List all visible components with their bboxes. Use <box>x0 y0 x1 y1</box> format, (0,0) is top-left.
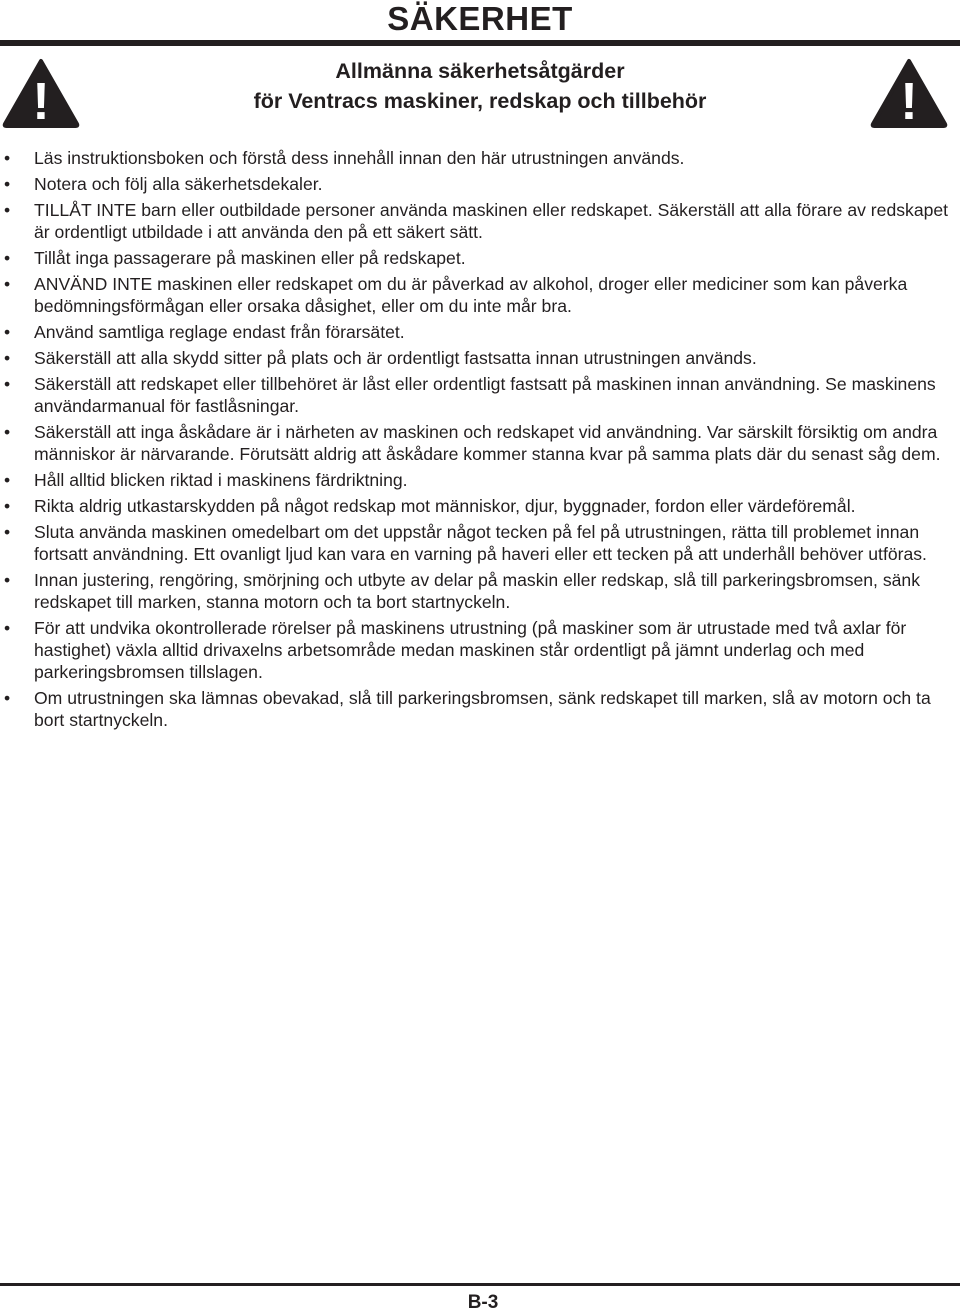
warning-triangle-icon <box>2 58 80 128</box>
list-item-text: Säkerställ att alla skydd sitter på plats och är ordentligt fastsatta innan utrustningen används. <box>34 348 757 368</box>
list-item <box>0 173 960 195</box>
footer-rule <box>0 1283 960 1286</box>
bullet-icon: • <box>4 618 11 638</box>
list-item-text: Sluta använda maskinen omedelbart om det uppstår något tecken på fel på utrustningen, rätta till problemet innan fortsatt användning. Ett ovanligt ljud kan vara en varning på haveri eller ett tecken på att underhåll behöver utföras. <box>34 522 927 564</box>
bullet-icon: • <box>4 570 11 590</box>
list-item <box>0 147 960 169</box>
list-item <box>0 421 960 465</box>
list-item <box>0 373 960 417</box>
list-item <box>0 687 960 731</box>
list-item-text: Säkerställ att inga åskådare är i närheten av maskinen och redskapet vid användning. Var särskilt försiktig om andra människor är närvarande. Förutsätt aldrig att åskådare kommer stanna kvar på samma plats där du senast såg dem. <box>34 422 941 464</box>
bullet-icon: • <box>4 200 11 220</box>
list-item <box>0 469 960 491</box>
bullet-icon: • <box>4 422 11 442</box>
bullet-icon: • <box>4 248 11 268</box>
bullet-icon: • <box>4 348 11 368</box>
bullet-icon: • <box>4 470 11 490</box>
list-item <box>0 521 960 565</box>
list-item-text: Säkerställ att redskapet eller tillbehöret är låst eller ordentligt fastsatt på maskinen innan användning. Se maskinens användarmanual för fastlåsningar. <box>34 374 936 416</box>
list-item-text: För att undvika okontrollerade rörelser på maskinens utrustning (på maskiner som är utrustade med två axlar för hastighet) växla alltid drivaxelns arbetsområde medan maskinen står ordentligt på jämnt underlag och med parkeringsbromsen tillslagen. <box>34 618 907 682</box>
list-item-text: Rikta aldrig utkastarskydden på något redskap mot människor, djur, byggnader, fordon eller värdeföremål. <box>34 496 856 516</box>
page-title: SÄKERHET <box>387 0 573 37</box>
list-item <box>0 495 960 517</box>
bullet-icon: • <box>4 148 11 168</box>
bullet-icon: • <box>4 688 11 708</box>
warning-mark: ! <box>900 73 918 128</box>
list-item-text: Läs instruktionsboken och förstå dess innehåll innan den här utrustningen används. <box>34 148 685 168</box>
list-item <box>0 347 960 369</box>
bullet-icon: • <box>4 522 11 542</box>
list-item-text: Innan justering, rengöring, smörjning och utbyte av delar på maskin eller redskap, slå till parkeringsbromsen, sänk redskapet till marken, stanna motorn och ta bort startnyckeln. <box>34 570 921 612</box>
warning-triangle-icon <box>870 58 948 128</box>
list-item <box>0 247 960 269</box>
bullet-icon: • <box>4 496 11 516</box>
bullet-icon: • <box>4 174 11 194</box>
list-item-text: ANVÄND INTE maskinen eller redskapet om du är påverkad av alkohol, droger eller mediciner som kan påverka bedömningsförmågan eller orsaka dåsighet, eller om du inte mår bra. <box>34 274 908 316</box>
list-item-text: Tillåt inga passagerare på maskinen eller på redskapet. <box>34 248 466 268</box>
list-item <box>0 321 960 343</box>
list-item <box>0 273 960 317</box>
bullet-icon: • <box>4 374 11 394</box>
list-item-text: Håll alltid blicken riktad i maskinens färdriktning. <box>34 470 408 490</box>
list-item <box>0 569 960 613</box>
list-item <box>0 617 960 683</box>
subtitle-line-1: Allmänna säkerhetsåtgärder <box>335 59 625 83</box>
safety-bullet-list <box>0 147 960 735</box>
list-item-text: Om utrustningen ska lämnas obevakad, slå till parkeringsbromsen, sänk redskapet till marken, slå av motorn och ta bort startnyckeln. <box>34 688 931 730</box>
page-number: B-3 <box>467 1292 499 1313</box>
title-rule <box>0 40 960 46</box>
list-item-text: TILLÅT INTE barn eller outbildade personer använda maskinen eller redskapet. Säkerställ att alla förare av redskapet är ordentligt utbildade i att använda den på ett säkert sätt. <box>34 200 949 242</box>
warning-mark: ! <box>32 73 50 128</box>
list-item-text: Använd samtliga reglage endast från förarsätet. <box>34 322 405 342</box>
list-item-text: Notera och följ alla säkerhetsdekaler. <box>34 174 323 194</box>
bullet-icon: • <box>4 322 11 342</box>
subtitle-line-2: för Ventracs maskiner, redskap och tillbehör <box>253 89 707 113</box>
section-subtitle <box>100 56 860 116</box>
list-item <box>0 199 960 243</box>
bullet-icon: • <box>4 274 11 294</box>
